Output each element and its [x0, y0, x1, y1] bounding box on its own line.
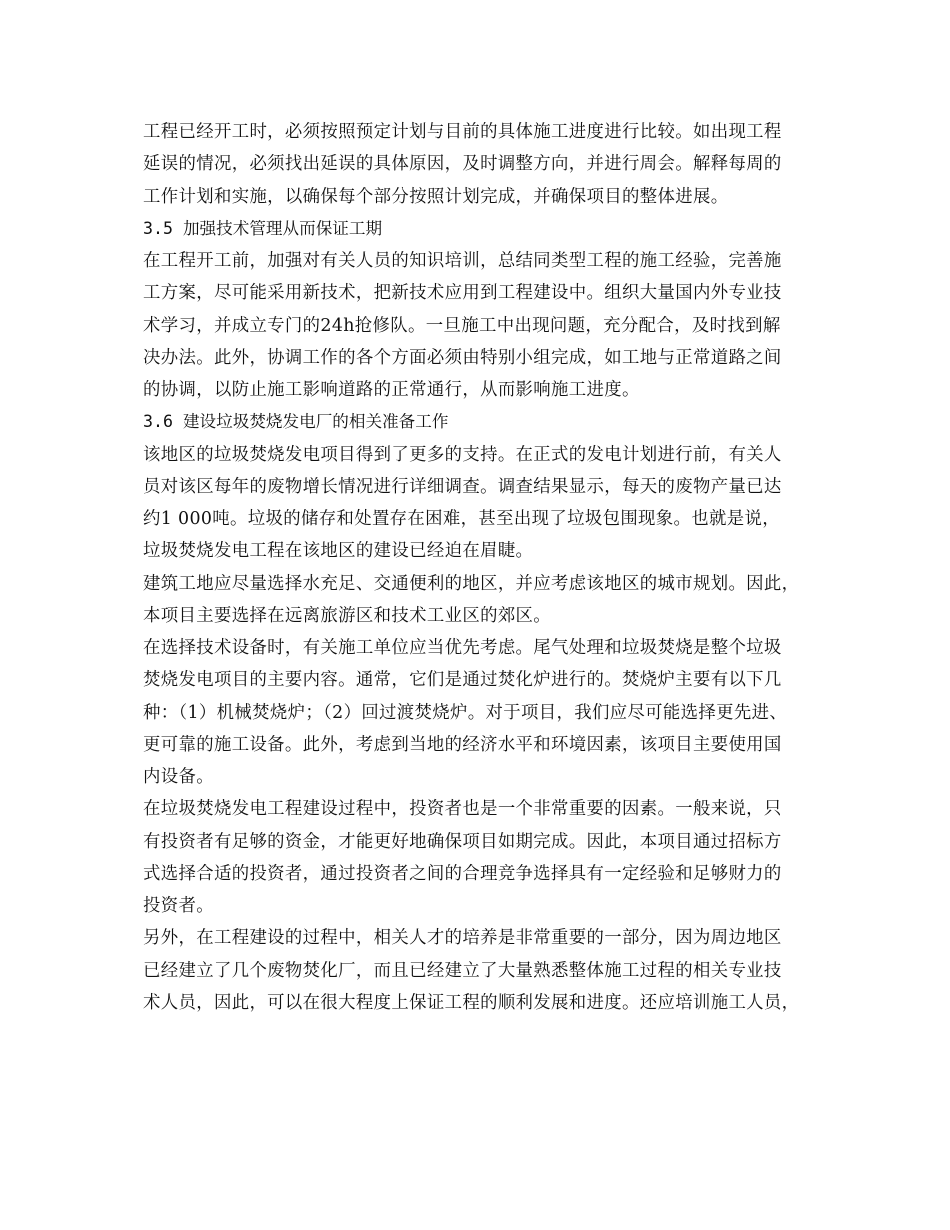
- body-line: 式选择合适的投资者，通过投资者之间的合理竞争选择具有一定经验和足够财力的: [143, 863, 782, 884]
- body-line: 工程已经开工时，必须按照预定计划与目前的具体施工进度进行比较。如出现工程: [143, 122, 782, 142]
- body-line: 术人员，因此，可以在很大程度上保证工程的顺利发展和进度。还应培训施工人员，: [143, 992, 800, 1013]
- body-line: 在选择技术设备时，有关施工单位应当优先考虑。尾气处理和垃圾焚烧是整个垃圾: [143, 638, 782, 658]
- body-line: 内设备。: [143, 767, 214, 787]
- body-line: 焚烧发电项目的主要内容。通常，它们是通过焚化炉进行的。焚烧炉主要有以下几: [143, 670, 782, 691]
- body-line: 种：（1）机械焚烧炉；（2）回过渡焚烧炉。对于项目，我们应尽可能选择更先进、: [143, 702, 788, 723]
- section-heading-3-6: 3.6 建设垃圾焚烧发电厂的相关准备工作: [143, 412, 449, 432]
- body-line: 垃圾焚烧发电工程在该地区的建设已经迫在眉睫。: [143, 541, 534, 562]
- body-line: 更可靠的施工设备。此外，考虑到当地的经济水平和环境因素，该项目主要使用国: [143, 734, 782, 755]
- body-line: 有投资者有足够的资金，才能更好地确保项目如期完成。因此，本项目通过招标方: [143, 831, 782, 852]
- body-line: 决办法。此外，协调工作的各个方面必须由特别小组完成，如工地与正常道路之间: [143, 347, 782, 368]
- body-line: 工方案，尽可能采用新技术，把新技术应用到工程建设中。组织大量国内外专业技: [143, 283, 782, 304]
- section-heading-3-5: 3.5 加强技术管理从而保证工期: [143, 218, 383, 238]
- body-line: 在垃圾焚烧发电工程建设过程中，投资者也是一个非常重要的因素。一般来说，只: [143, 799, 782, 820]
- document-page: [143, 116, 823, 1019]
- body-line: 约1 000吨。垃圾的储存和处置存在困难，甚至出现了垃圾包围现象。也就是说，: [143, 509, 780, 529]
- body-line: 本项目主要选择在远离旅游区和技术工业区的郊区。: [143, 605, 552, 626]
- body-line: 术学习，并成立专门的24h抢修队。一旦施工中出现问题，充分配合，及时找到解: [143, 315, 781, 336]
- body-line: 的协调，以防止施工影响道路的正常通行，从而影响施工进度。: [143, 380, 640, 400]
- body-line: 员对该区每年的废物增长情况进行详细调查。调查结果显示，每天的废物产量已达: [143, 476, 782, 497]
- body-line: 该地区的垃圾焚烧发电项目得到了更多的支持。在正式的发电计划进行前，有关人: [143, 444, 782, 465]
- body-line: 延误的情况，必须找出延误的具体原因，及时调整方向，并进行周会。解释每周的: [143, 154, 782, 175]
- body-line: 投资者。: [143, 896, 214, 916]
- body-line: 建筑工地应尽量选择水充足、交通便利的地区，并应考虑该地区的城市规划。因此，: [143, 573, 800, 594]
- body-line: 在工程开工前，加强对有关人员的知识培训，总结同类型工程的施工经验，完善施: [143, 251, 782, 271]
- body-line: 另外，在工程建设的过程中，相关人才的培养是非常重要的一部分，因为周边地区: [143, 928, 782, 949]
- body-line: 已经建立了几个废物焚化厂，而且已经建立了大量熟悉整体施工过程的相关专业技: [143, 960, 782, 981]
- body-line: 工作计划和实施，以确保每个部分按照计划完成，并确保项目的整体进展。: [143, 186, 729, 207]
